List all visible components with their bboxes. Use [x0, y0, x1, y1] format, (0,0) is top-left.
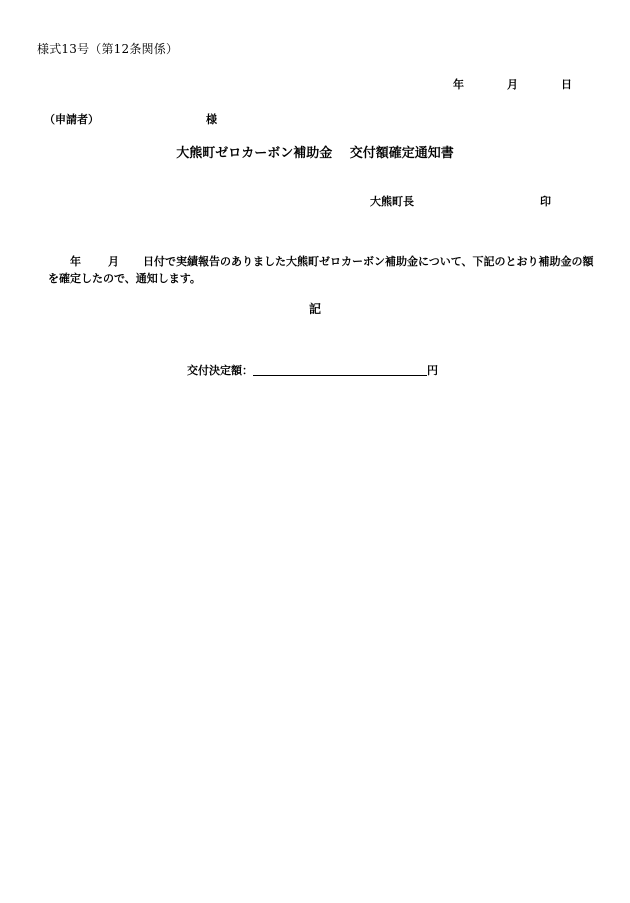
date-day-label: 日: [561, 78, 572, 91]
body-text-line-2: を確定したので、通知します。: [48, 272, 201, 285]
issuer-name: 大熊町長: [370, 195, 414, 208]
body-month-label: 月: [108, 255, 119, 268]
date-month-label: 月: [507, 78, 518, 91]
honorific-label: 様: [206, 113, 217, 126]
date-year-label: 年: [453, 78, 464, 91]
ki-heading: 記: [308, 302, 321, 316]
seal-mark: 印: [540, 195, 551, 208]
amount-unit: 円: [427, 364, 438, 377]
form-number: 様式13号（第12条関係）: [37, 42, 179, 56]
document-title: 大熊町ゼロカーボン補助金 交付額確定通知書: [176, 146, 454, 161]
amount-blank-line: [253, 375, 427, 376]
applicant-label: （申請者）: [44, 113, 99, 126]
body-year-label: 年: [70, 255, 81, 268]
body-text-line-1: 日付で実績報告のありました大熊町ゼロカーボン補助金について、下記のとおり補助金の額: [143, 255, 594, 268]
amount-label: 交付決定額：: [187, 364, 253, 377]
